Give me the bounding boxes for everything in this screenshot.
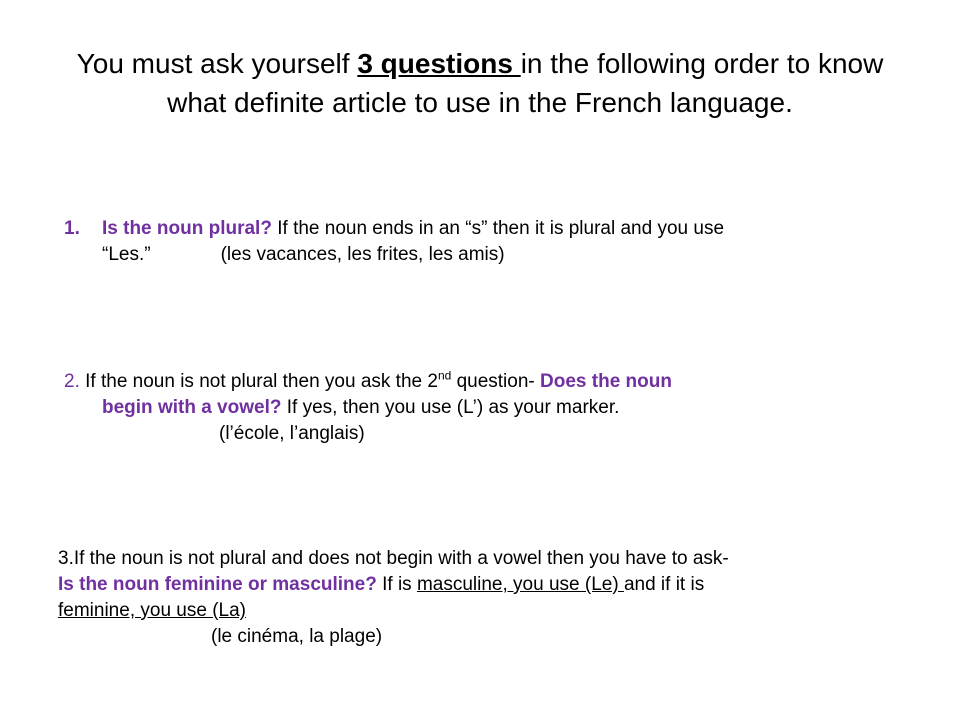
step-3-feminine-rule: feminine, you use (La) — [58, 600, 246, 621]
title-text-start: You must ask yourself — [76, 48, 358, 79]
step-1-number: 1. — [64, 218, 80, 239]
step-1-line-1 — [64, 216, 924, 242]
step-2-number: 2. — [64, 371, 80, 392]
step-1-les-quote: “Les.” — [102, 244, 151, 265]
step-1-paragraph — [64, 216, 924, 268]
step-2-paragraph — [64, 369, 924, 447]
step-2-question-a: Does the noun — [540, 371, 672, 392]
step-3-line-2 — [58, 572, 928, 598]
step-1-question: Is the noun plural? — [102, 218, 272, 239]
title-emphasis: 3 questions — [357, 48, 521, 79]
step-3-examples: (le cinéma, la plage) — [211, 626, 383, 647]
step-3-line-3 — [58, 598, 928, 624]
step-2-line-1 — [64, 369, 924, 395]
step-3-line-1: 3.If the noun is not plural and does not begin with a vowel then you have to ask- — [58, 548, 729, 569]
step-2-text-a: If the noun is not plural then you ask the 2 — [79, 371, 438, 392]
step-2-examples: (l’école, l’anglais) — [219, 423, 365, 444]
step-3-text-b: and if it is — [623, 574, 705, 595]
page-title — [60, 44, 900, 122]
step-2-ordinal-sup: nd — [437, 368, 452, 383]
step-3-text-a: If is — [376, 574, 417, 595]
step-2-question-b: begin with a vowel? — [102, 397, 282, 418]
step-3-paragraph — [58, 546, 928, 650]
step-2-line-2 — [64, 395, 924, 421]
step-1-examples: (les vacances, les frites, les amis) — [220, 244, 505, 265]
step-2-line-3 — [64, 421, 924, 447]
step-1-text: If the noun ends in an “s” then it is plural and you use — [271, 218, 725, 239]
step-3-line-4 — [58, 624, 928, 650]
title-text-end: in the following order to know what definite article to use in the French language. — [167, 48, 884, 118]
step-2-text-c: If yes, then you use (L’) as your marker. — [281, 397, 620, 418]
step-3-question: Is the noun feminine or masculine? — [58, 574, 377, 595]
step-1-line-2 — [64, 242, 924, 268]
step-2-text-b: question- — [451, 371, 541, 392]
step-3-masculine-rule: masculine, you use (Le) — [416, 574, 624, 595]
